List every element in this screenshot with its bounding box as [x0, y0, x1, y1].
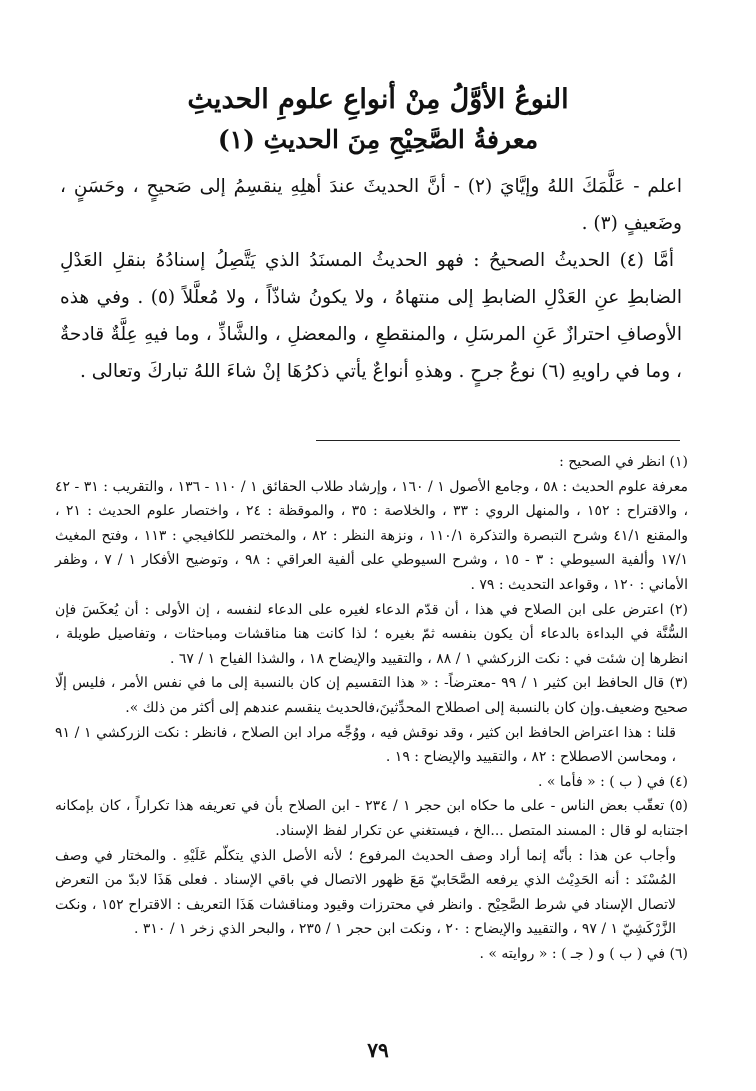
paragraph: أمَّا (٤) الحديثُ الصحيحُ : فهو الحديثُ المسنَدُ الذي يَتَّصِلُ إسنادُهُ بنقلِ العَدْلِ الضابطِ عنِ العَدْلِ الضابطِ إلى منتهاهُ ، ولا يكونُ شاذّاً ، ولا مُعلَّلاً (٥) . وفي هذه الأوصافِ احترازٌ عَنِ المرسَلِ ، والمنقطعِ ، والمعضلِ ، والشَّاذِّ ، وما فيهِ عِلَّةٌ قادحةٌ ، وما في راويهِ (٦) نوعُ جرحٍ . وهذهِ أنواعٌ يأتي ذكرُهَا إنْ شاءَ اللهُ تباركَ وتعالى .: [60, 250, 682, 382]
paragraph: اعلم - عَلَّمَكَ اللهُ وإيَّايَ (٢) - أنَّ الحديثَ عندَ أهلِهِ ينقسِمُ إلى صَحيحٍ ، وحَسَنٍ ، وضَعيفٍ (٣) .: [60, 176, 682, 234]
footnote: (٢) اعترض على ابن الصلاح في هذا ، أن قدّم الدعاء لغيره على الدعاء لنفسه ، إن الأولى : أن يُعكَسَ فإن السُّنَّة في البداءة بالدعاء أن يكون بنفسه ثمّ بغيره ؛ لذا كانت هنا مناقشات ومباحثات ، وتفاصيل طويلة ، انظرها إن شئت في : نكت الزركشي ١ / ٨٨ ، والتقييد والإيضاح ١٨ ، والشذا الفياح ١ / ٦٧ .: [55, 601, 688, 667]
section-title: معرفةُ الصَّحِيْحِ مِنَ الحديثِ (١): [217, 125, 539, 154]
footnote-continuation: معرفة علوم الحديث : ٥٨ ، وجامع الأصول ١ / ١٦٠ ، وإرشاد طلاب الحقائق ١ / ١١٠ - ١٣٦ ، والتقريب : ٣١ - ٤٢ ، والاقتراح : ١٥٢ ، والمنهل الروي : ٣٣ ، والخلاصة : ٣٥ ، والموقظة : ٢٤ ، واختصار علوم الحديث : ٢١ ، والمقنع ٤١/١ وشرح التبصرة والتذكرة ١١٠/١ ، ونزهة النظر : ٨٢ ، والمختصر للكافيجي : ١١٣ ، وفتح المغيث ١٧/١ وألفية السيوطي : ٣ - ١٥ ، وشرح السيوطي على ألفية العراقي : ٩٨ ، وتوضيح الأفكار ١ / ٧ ، وظفر الأماني : ١٢٠ ، وقواعد التحديث : ٧٩ .: [55, 478, 689, 593]
chapter-title: النوعُ الأوَّلُ مِنْ أنواعِ علومِ الحديثِ: [187, 84, 569, 115]
footnote-separator: [316, 440, 680, 441]
footnote-continuation: قلنا : هذا اعتراض الحافظ ابن كثير ، وقد نوقش فيه ، ووُجِّه مراد ابن الصلاح ، فانظر : نكت الزركشي ١ / ٩١ ، ومحاسن الاصطلاح : ٨٢ ، والتقييد والإيضاح : ١٩ .: [55, 724, 676, 766]
main-text: [60, 168, 682, 390]
footnote-continuation: وأجاب عن هذا : بأنّه إنما أراد وصف الحديث المرفوع ؛ لأنه الأصل الذي يتكلّم عَلَيْهِ . والمختار في وصف المُسْنَد : أنه الحَدِيْث الذي يرفعه الصَّحَابيّ مَعَ ظهور الاتصال في باقي الإسناد . فعلى هَذَا لابدّ من التعرض لاتصال الإسناد في شرط الصَّحِيْح . وانظر في محترزات وقيود ومناقشات هَذَا التعريف : الاقتراح ١٥٢ ، ونكت الزَّرْكَشِيّ ١ / ٩٧ ، والتقييد والإيضاح : ٢٠ ، ونكت ابن حجر ١ / ٢٣٥ ، والبحر الذي زخر ١ / ٣١٠ .: [55, 847, 676, 938]
footnote: (٤) في ( ب ) : « فأما » .: [538, 773, 688, 790]
page-number: ٧٩: [367, 1038, 389, 1062]
footnote: (٣) قال الحافظ ابن كثير ١ / ٩٩ -معترضاً- : « هذا التقسيم إن كان بالنسبة إلى ما في نفس الأمر ، فليس إلّا صحيح وضعيف.وإن كان بالنسبة إلى اصطلاح المحدِّثينَ،فالحديث ينقسم عندهم إلى أكثر من ذلك ».: [55, 675, 688, 716]
footnote: (٥) تعقّب بعض الناس - على ما حكاه ابن حجر ١ / ٢٣٤ - ابن الصلاح بأن في تعريفه هذا تكراراً ، كان بإمكانه اجتنابه لو قال : المسند المتصل ...الخ ، فيستغني عن تكرار لفظ الإسناد.: [55, 798, 689, 839]
footnote: (١) انظر في الصحيح :: [559, 454, 688, 470]
footnote: (٦) في ( ب ) و ( جـ ) : « روايته » .: [479, 945, 688, 962]
footnotes: [55, 450, 688, 966]
